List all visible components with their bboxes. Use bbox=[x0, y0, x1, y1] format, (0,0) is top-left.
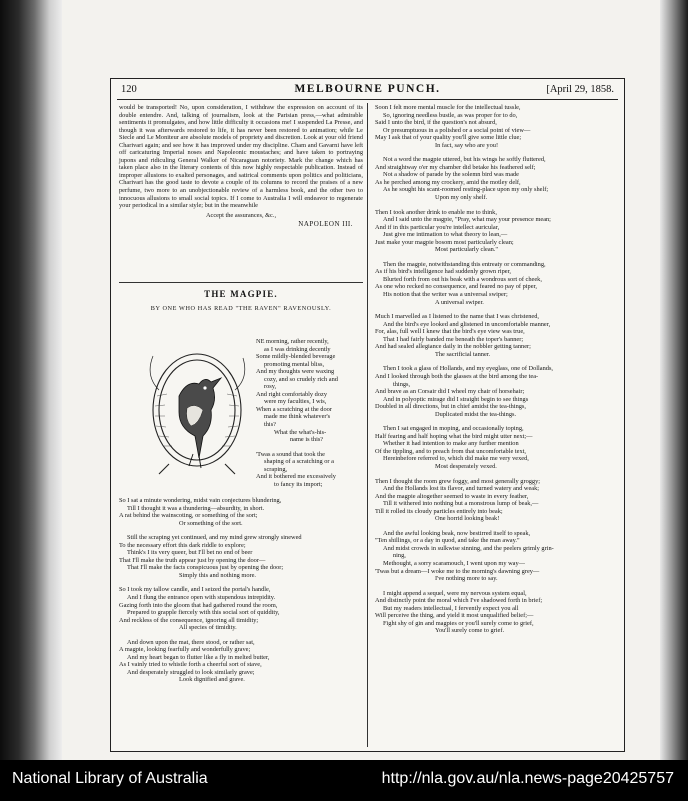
poem-line: Soon I felt more mental muscle for the intellectual tussle, bbox=[375, 104, 521, 111]
poem-line: His notion that the writer was a universal swiper; bbox=[383, 291, 508, 299]
poem-line: Doubled in all directions, but in chief amidst the tea-things, bbox=[375, 403, 526, 411]
poem-line: When a scratching at the door bbox=[256, 405, 332, 413]
poem-line: Think's I its very queer, but I'll bet no end of beer bbox=[127, 549, 253, 557]
poem-line: You'll surely come to grief. bbox=[435, 627, 505, 635]
poem-line: And down upon the mat, there stood, or rather sat, bbox=[127, 638, 255, 646]
poem-line: Just make your magpie bosom most particularly clean; bbox=[375, 238, 514, 246]
poem-line: Till I thought it was a thundering—absurdity, in short. bbox=[127, 504, 265, 512]
poem-line: A universal swiper. bbox=[435, 298, 484, 306]
poem-line: And had sealed allegiance daily in the nobbler getting tanner; bbox=[375, 343, 531, 351]
poem-line: A magpie, looking fearfully and wonderfully grave; bbox=[119, 646, 251, 654]
poem-line: And I flung the entrance open with stupendous intrepidity. bbox=[127, 594, 276, 602]
poem-wrap-stanzas bbox=[256, 338, 362, 488]
poem-line: As I vainly tried to whistle forth a cheerful sort of stave, bbox=[119, 661, 262, 669]
poem-line: Of the tippling, and to preach from that uncomfortable text, bbox=[375, 447, 526, 455]
poem-line: And the bird's eye looked and glistened in uncomfortable manner, bbox=[383, 320, 551, 328]
poem-line: Fight shy of gin and magpies or you'll surely come to grief, bbox=[383, 619, 534, 627]
poem-line: As one who recked no consequence, and feared no pay of piper, bbox=[375, 283, 537, 291]
poem-line: Will perceive the thing, and yield it most unqualified belief;— bbox=[375, 612, 534, 620]
poem-line: Then I took a glass of Hollands, and my eyeglass, one of Dollands, bbox=[383, 365, 554, 373]
poem-line: And the magpie altogether seemed to waste in every feather, bbox=[375, 492, 529, 500]
poem-line: To the necessary effort this dark riddle to explore; bbox=[119, 541, 246, 549]
poem-line: And my thoughts were waxing bbox=[256, 368, 335, 376]
poem-line: As he sought his scant-roomed resting-place upon my only shelf; bbox=[383, 186, 549, 194]
poem-line: And distinctly point the moral which I've shadowed forth in brief; bbox=[375, 597, 543, 605]
poem-line: I might append a sequel, were my nervous system equal, bbox=[383, 589, 527, 597]
letter-closing: Accept the assurances, &c., bbox=[205, 211, 277, 219]
poem-line: Till it withered into nothing but a monstrous lump of beak,— bbox=[383, 500, 539, 508]
poem-line: That I'll make the truth appear just by opening the door— bbox=[119, 556, 266, 564]
poem-line: Half fearing and half hoping what the bird might utter next;— bbox=[375, 432, 533, 440]
poem-line: Not a shadow of parade by the solemn bird was made bbox=[383, 171, 520, 179]
poem-line: And I said unto the magpie, "Pray, what may your presence mean; bbox=[383, 216, 551, 224]
poem-line: Look dignified and grave. bbox=[179, 676, 245, 684]
poem-line: A rat behind the wainscoting, or something of the sort; bbox=[119, 512, 258, 520]
poem-line: promoting mental bliss, bbox=[264, 360, 325, 368]
poem-line: And I looked through both the glasses at the bird among the tea- bbox=[375, 372, 539, 380]
poem-line: Then I took another drink to enable me to think, bbox=[375, 208, 497, 216]
poem-line: Just give me intimation to what theory to lean,— bbox=[383, 231, 508, 239]
masthead-title: MELBOURNE PUNCH. bbox=[294, 83, 441, 95]
poem-line: were my faculties, I wis, bbox=[264, 398, 327, 406]
poem-line: Or something of the sort. bbox=[179, 519, 243, 527]
poem-line: I've nothing more to say. bbox=[435, 575, 498, 583]
poem-line: Most desperately vexed. bbox=[435, 462, 497, 470]
footer-source: National Library of Australia bbox=[12, 770, 208, 787]
poem-line: May I ask that of your quality you'll give some little clue; bbox=[375, 134, 522, 142]
poem-line: For, alas, full well I knew that the bird's eye view was true, bbox=[375, 328, 525, 336]
poem-line: NE morning, rather recently, bbox=[256, 338, 329, 345]
left-column bbox=[119, 104, 363, 236]
poem-line: Methought, a sorry scaramouch, I went upon my way— bbox=[383, 559, 525, 567]
poem-right-stanzas bbox=[375, 104, 617, 635]
poem-line: And in polyoptic mirage did I straight begin to see things bbox=[383, 395, 529, 403]
poem-line: As if his bird's intelligence had suddenly grown riper, bbox=[375, 268, 512, 276]
poem-line: One horrid looking beak! bbox=[435, 515, 500, 523]
poem-line: But my readers intellectual, I fervently expect you all bbox=[383, 604, 519, 612]
poem-line: The sacrificial tanner. bbox=[435, 350, 491, 358]
poem-line: And it bothered me excessively bbox=[256, 473, 336, 481]
poem-subtitle: BY ONE WHO HAS READ "THE RAVEN" RAVENOUSLY. bbox=[150, 304, 332, 312]
poem-line: rosy, bbox=[264, 383, 277, 391]
poem-title: THE MAGPIE. bbox=[204, 289, 278, 299]
poem-line: And if in this particular you're intellect auricular, bbox=[375, 223, 500, 231]
archive-footer bbox=[0, 760, 688, 801]
page-number: 120 bbox=[121, 84, 137, 95]
section-rule bbox=[119, 282, 363, 283]
poem-line: Then I thought the room grew foggy, and most generally groggy; bbox=[375, 477, 541, 485]
poem-line: That I'll make the facts conspicuous just by opening the door; bbox=[127, 564, 284, 572]
poem-line: Not a word the magpie uttered, but his wings he softly fluttered, bbox=[383, 156, 546, 164]
poem-line: Most particularly clean." bbox=[435, 246, 499, 254]
poem-line: Then the magpie, notwithstanding this entreaty or commanding, bbox=[383, 260, 546, 268]
poem-line: And midst crowds in sulkwise sinning, and the peelers grimly grin- bbox=[383, 544, 554, 552]
poem-line: cozy, and so crudely rich and bbox=[264, 375, 338, 383]
poem-line: Whether it had intention to make any further mention bbox=[383, 440, 519, 448]
poem-line: 'Twas a sound that took the bbox=[256, 450, 325, 458]
poem-line: So I sat a minute wondering, midst vain conjectures blundering, bbox=[119, 497, 282, 504]
poem-line: Some mildly-blended beverage bbox=[256, 353, 336, 361]
poem-line: this? bbox=[264, 421, 276, 429]
poem-line: Till it rolled its cloudy particles entirely into beak; bbox=[375, 507, 503, 515]
poem-line: Upon my only shelf. bbox=[435, 194, 488, 202]
poem-line: to fancy its import; bbox=[274, 480, 323, 488]
poem-line: shaping of a scratching or a bbox=[264, 458, 334, 466]
scan-edge-left bbox=[0, 0, 62, 760]
poem-line: What the what's-his- bbox=[274, 428, 327, 436]
poem-line: And reckless of the consequence, ignoring all timidity; bbox=[119, 616, 259, 624]
letter-body: would be transported! No, upon consideration, I withdraw the expression on account of its double entendre. And, talking of journalism, look at the Parisian press,—what admirable sentiments it promulgates, and how little difficulty it occasions me! I suspended La Presse, and though it was afterwards restored to life, it has never been restored to animation; while Le Siecle and Le Moniteur are absolute models of propriety and discretion. Look at your old friend Charivari again; and see how it has improved under my discipline. Cham and Gavarni have left off caricaturing Imperial noses and Napoleonic moustaches; and have taken to portraying jupons and ridiculing General Walker of Nicaraguan notoriety. Mark the change which has taken place also in the literary contents of this now highly respectable publication. Instead of improper allusions to exalted personages, and satirical comments upon politics and politicians, Charivari has the good taste to devote a couple of its columns to record the praises of a new perfume, two more to an unobjectionable review of a harmless book, and the other two to innocuous allusions to small social topics. If I come to Australia I will endeavor to regenerate your periodical in a similar style; but in the meanwhile bbox=[119, 104, 363, 210]
poem-line: Duplicated midst the tea-things. bbox=[435, 410, 517, 418]
poem-line: Blurted forth from out his beak with a wondrous sort of cheek, bbox=[383, 275, 542, 283]
poem-line: And brave as an Corsair did I wheel my chair of horsehair; bbox=[375, 388, 525, 396]
poem-line: Still the scraping yet continued, and my mind grew strongly sinewed bbox=[127, 534, 302, 542]
issue-date: [April 29, 1858. bbox=[546, 84, 614, 95]
poem-line: 'Twas but a dream—I woke me to the morning's dawning grey— bbox=[375, 567, 540, 575]
poem-line: Then I sat engaged in moping, and occasionally toping, bbox=[383, 425, 524, 433]
poem-line: Or presumptuous in a polished or a social point of view— bbox=[383, 126, 531, 134]
poem-left-stanzas bbox=[119, 497, 363, 684]
poem-line: That I had fairly banded me beneath the toper's banner; bbox=[383, 335, 524, 343]
poem-line: scraping, bbox=[264, 465, 288, 473]
poem-line: So, ignoring needless bustle, as was proper for to do, bbox=[383, 111, 518, 119]
poem-line: Gazing forth into the gloom that had gathered round the room, bbox=[119, 601, 278, 609]
letter-signature: NAPOLEON III. bbox=[298, 220, 353, 229]
poem-line: All species of timidity. bbox=[179, 624, 237, 632]
poem-line: made me think whatever's bbox=[264, 413, 331, 421]
poem-line: as I was drinking decently bbox=[264, 345, 331, 353]
poem-line: Simply this and nothing more. bbox=[179, 571, 257, 579]
poem-line: And desperately struggled to look similarly grave; bbox=[127, 668, 255, 676]
poem-line: In fact, say who are you! bbox=[435, 141, 499, 149]
poem-line: name is this? bbox=[290, 436, 324, 444]
poem-line: "Ten shillings, or a day in quod, and take the man away." bbox=[375, 537, 520, 545]
poem-line: And straightway o'er my chamber did betake his feathered self; bbox=[375, 163, 536, 171]
poem-heading bbox=[119, 291, 363, 312]
magpie-illustration bbox=[139, 336, 255, 476]
poem-line: Prepared to grapple fiercely with this social sort of quiddity, bbox=[127, 609, 280, 617]
poem-line: ning, bbox=[393, 552, 406, 560]
poem-line: And my heart began to flutter like a fly in melted butter, bbox=[127, 653, 270, 661]
page-header bbox=[117, 83, 618, 100]
poem-line: And right comfortably dozy bbox=[256, 390, 327, 398]
poem-line: Much I marvelled as I listened to the name that I was christened, bbox=[375, 313, 540, 321]
poem-line: things, bbox=[393, 380, 411, 388]
poem-line: As he perched among my crockery, amid the motley delf, bbox=[375, 178, 521, 186]
poem-line: And the awful looking beak, now bestirred itself to speak, bbox=[383, 529, 531, 537]
scan-edge-right bbox=[660, 0, 688, 760]
poem-line: So I took my tallow candle, and I seized the portal's handle, bbox=[119, 586, 271, 594]
poem-line: Hereinbefore referred to, which did make me very vexed, bbox=[383, 455, 529, 463]
poem-line: And the Hollands lost its flavor, and turned watery and weak; bbox=[383, 485, 540, 493]
poem-line: Said I unto the bird, if the question's not absurd, bbox=[375, 119, 497, 127]
newspaper-page bbox=[110, 78, 625, 752]
column-divider bbox=[367, 103, 368, 747]
footer-url[interactable]: http://nla.gov.au/nla.news-page20425757 bbox=[381, 770, 674, 787]
